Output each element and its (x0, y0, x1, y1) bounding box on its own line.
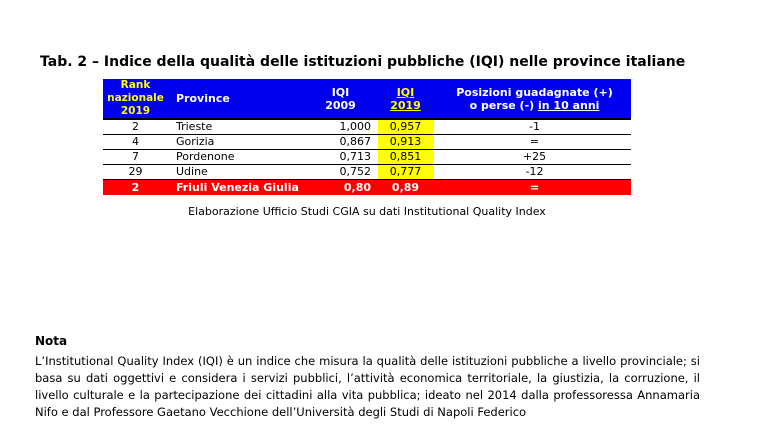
cell-rank: 29 (103, 165, 168, 180)
source-caption: Elaborazione Ufficio Studi CGIA su dati Institutional Quality Index (188, 205, 546, 218)
cell-change: +25 (438, 150, 631, 165)
header-iqi-2019-line2: 2019 (390, 98, 421, 112)
header-rank-line3: 2019 (120, 105, 151, 117)
cell-rank: 2 (103, 119, 168, 135)
total-iqi-2019: 0,89 (373, 180, 438, 196)
cell-change: = (438, 135, 631, 150)
header-iqi-2009-line2: 2009 (325, 98, 356, 112)
header-iqi-2009 (308, 79, 373, 119)
table-row (103, 135, 631, 150)
cell-iqi-2019: 0,957 (378, 120, 434, 134)
total-region: Friuli Venezia Giulia (168, 180, 308, 196)
table-total-row (103, 180, 631, 196)
cell-iqi-2009: 0,867 (308, 135, 373, 150)
header-positions-line2a: o perse (-) (469, 98, 538, 112)
cell-rank: 4 (103, 135, 168, 150)
header-positions-line1: Posizioni guadagnate (+) (456, 85, 613, 99)
header-province: Province (168, 79, 308, 119)
cell-rank: 7 (103, 150, 168, 165)
cell-province: Udine (168, 165, 308, 180)
total-iqi-2009: 0,80 (308, 180, 373, 196)
header-rank-line2: nazionale (107, 92, 164, 104)
cell-iqi-2009: 1,000 (308, 119, 373, 135)
header-rank-line1: Rank (120, 79, 151, 91)
cell-iqi-2009: 0,752 (308, 165, 373, 180)
header-iqi-2019-line1: IQI (396, 85, 415, 99)
header-rank (103, 79, 168, 119)
cell-iqi-2019: 0,851 (378, 150, 434, 164)
table-header-row (103, 79, 631, 119)
header-iqi-2009-line1: IQI (331, 85, 350, 99)
cell-province: Gorizia (168, 135, 308, 150)
header-iqi-2019 (373, 79, 438, 119)
iqi-table (103, 79, 631, 195)
cell-change: -12 (438, 165, 631, 180)
header-positions (438, 79, 631, 119)
cell-province: Pordenone (168, 150, 308, 165)
table-row (103, 150, 631, 165)
table-row (103, 165, 631, 180)
cell-iqi-2019: 0,777 (378, 165, 434, 179)
nota-heading: Nota (35, 334, 68, 348)
cell-change: -1 (438, 119, 631, 135)
cell-province: Trieste (168, 119, 308, 135)
total-rank: 2 (103, 180, 168, 196)
table-row (103, 119, 631, 135)
cell-iqi-2019: 0,913 (378, 135, 434, 149)
header-positions-line2b: in 10 anni (538, 98, 600, 112)
cell-iqi-2009: 0,713 (308, 150, 373, 165)
nota-paragraph: L’Institutional Quality Index (IQI) è un indice che misura la qualità delle istituzioni pubbliche a livello provinciale; si basa su dati oggettivi e considera i servizi pubblici, l’attività economica territoriale, la giustizia, la corruzione, il livello culturale e la partecipazione dei cittadini alla vita pubblica; ideato nel 2014 dalla professoressa Annamaria Nifo e dal Professore Gaetano Vecchione dell’Università degli Studi di Napoli Federico (35, 354, 700, 419)
total-change: = (438, 180, 631, 196)
table-title: Tab. 2 – Indice della qualità delle istituzioni pubbliche (IQI) nelle province italiane (40, 54, 686, 70)
